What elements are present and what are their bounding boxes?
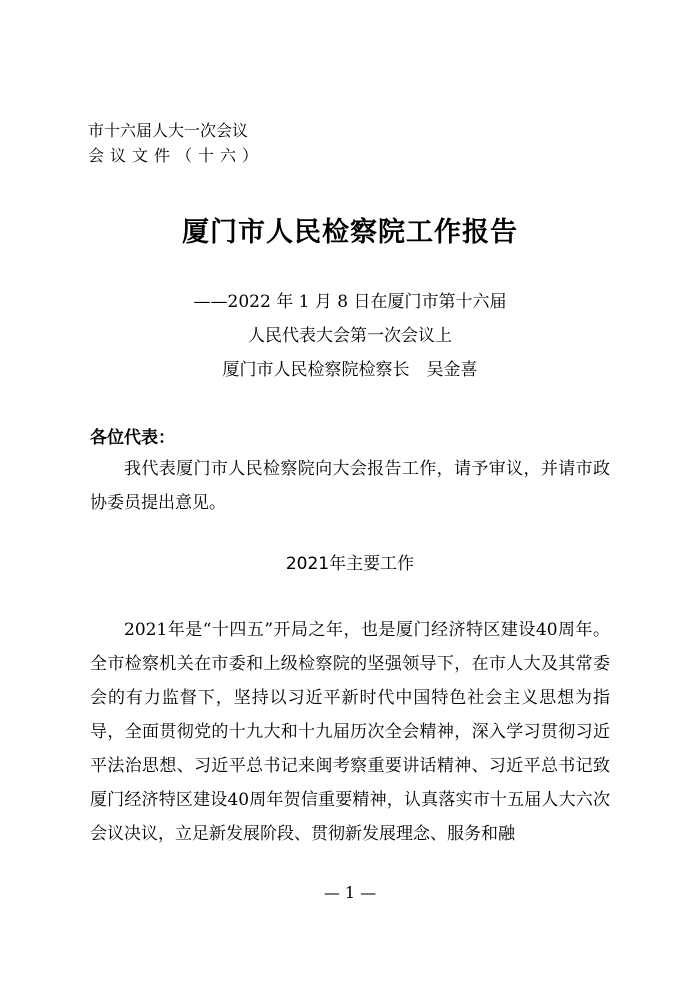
document-number: 会议文件（十六）	[88, 146, 265, 165]
report-subtitle	[0, 285, 700, 387]
body-paragraph: 2021年是“十四五”开局之年，也是厦门经济特区建设40周年。全市检察机关在市委和上级检察院的坚强领导下，在市人大及其常委会的有力监督下，坚持以习近平新时代中国特色社会主义思想为指导，全面贯彻党的十九大和十九届历次全会精神，深入学习贯彻习近平法治思想、习近平总书记来闽考察重要讲话精神、习近平总书记致厦门经济特区建设40周年贺信重要精神，认真落实市十五届人大六次会议决议，立足新发展阶段、贯彻新发展理念、服务和融	[90, 620, 610, 844]
subtitle-line: 人民代表大会第一次会议上	[248, 326, 452, 346]
report-title: 厦门市人民检察院工作报告	[182, 217, 518, 248]
page-number: — 1 —	[323, 883, 377, 902]
meeting-label: 市十六届人大一次会议	[88, 121, 249, 140]
intro-paragraph: 我代表厦门市人民检察院向大会报告工作，请予审议，并请市政协委员提出意见。	[90, 459, 610, 513]
section-heading: 2021年主要工作	[285, 554, 415, 574]
subtitle-line: ——2022 年 1 月 8 日在厦门市第十六届	[193, 292, 507, 312]
subtitle-line: 厦门市人民检察院检察长 吴金喜	[222, 360, 478, 380]
salutation: 各位代表：	[90, 428, 175, 448]
document-meta	[88, 118, 264, 168]
